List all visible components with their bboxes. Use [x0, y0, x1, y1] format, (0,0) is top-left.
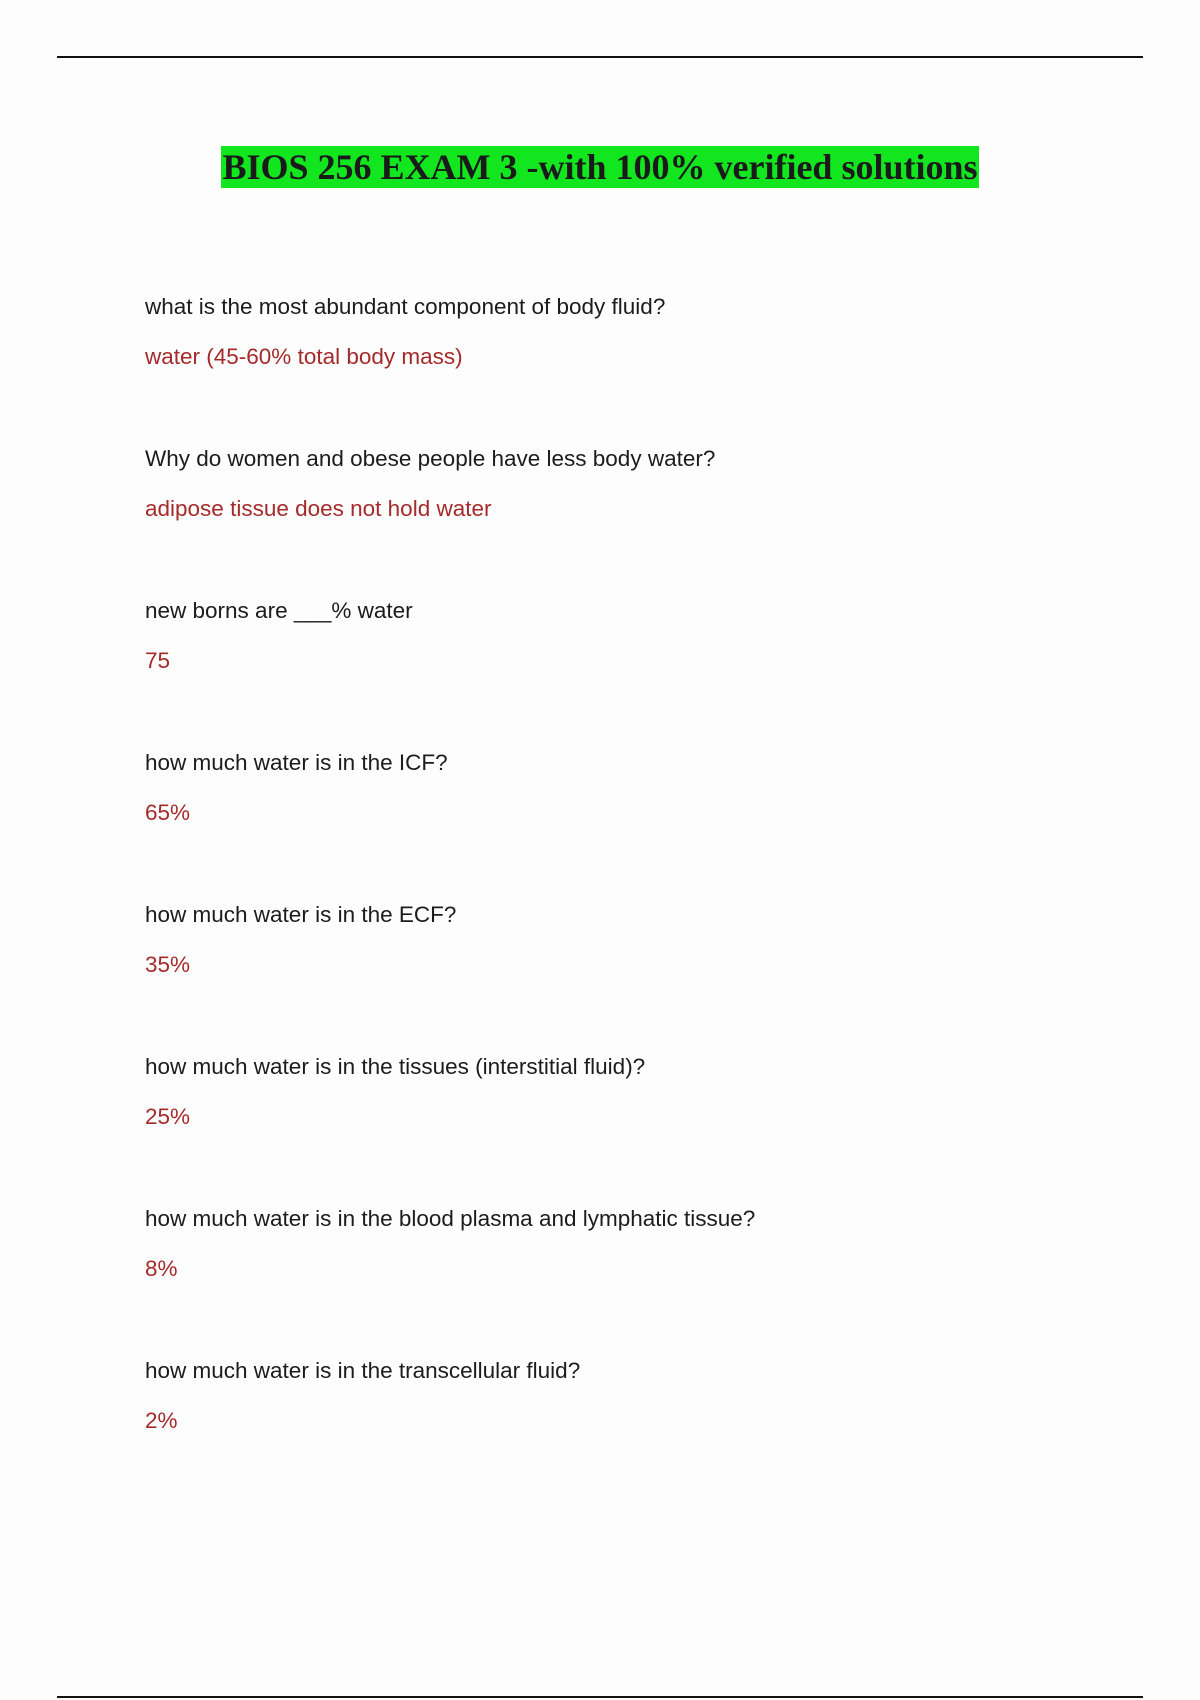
document-title: BIOS 256 EXAM 3 -with 100% verified solutions	[222, 147, 978, 187]
qa-item	[145, 444, 1145, 524]
question-text: how much water is in the ECF?	[145, 902, 457, 927]
answer-text: 75	[145, 648, 171, 673]
question-text: how much water is in the transcellular fluid?	[145, 1358, 581, 1383]
question-text: how much water is in the tissues (interstitial fluid)?	[145, 1054, 646, 1079]
qa-item	[145, 1204, 1145, 1284]
question-text: how much water is in the blood plasma and lymphatic tissue?	[145, 1206, 756, 1231]
answer-text: 25%	[145, 1104, 191, 1129]
answer-text: 2%	[145, 1408, 178, 1433]
footer-rule	[57, 1696, 1143, 1698]
qa-item	[145, 900, 1145, 980]
qa-item	[145, 292, 1145, 372]
qa-item	[145, 1356, 1145, 1436]
question-text: Why do women and obese people have less body water?	[145, 446, 716, 471]
answer-text: 65%	[145, 800, 191, 825]
answer-text: water (45-60% total body mass)	[145, 344, 463, 369]
qa-item	[145, 1052, 1145, 1132]
answer-text: 35%	[145, 952, 191, 977]
question-text: how much water is in the ICF?	[145, 750, 448, 775]
header-rule	[57, 56, 1143, 58]
answer-text: adipose tissue does not hold water	[145, 496, 492, 521]
qa-item	[145, 596, 1145, 676]
qa-item	[145, 748, 1145, 828]
question-text: new borns are ___% water	[145, 598, 413, 623]
title-block	[0, 146, 1200, 188]
question-text: what is the most abundant component of body fluid?	[145, 294, 666, 319]
answer-text: 8%	[145, 1256, 178, 1281]
